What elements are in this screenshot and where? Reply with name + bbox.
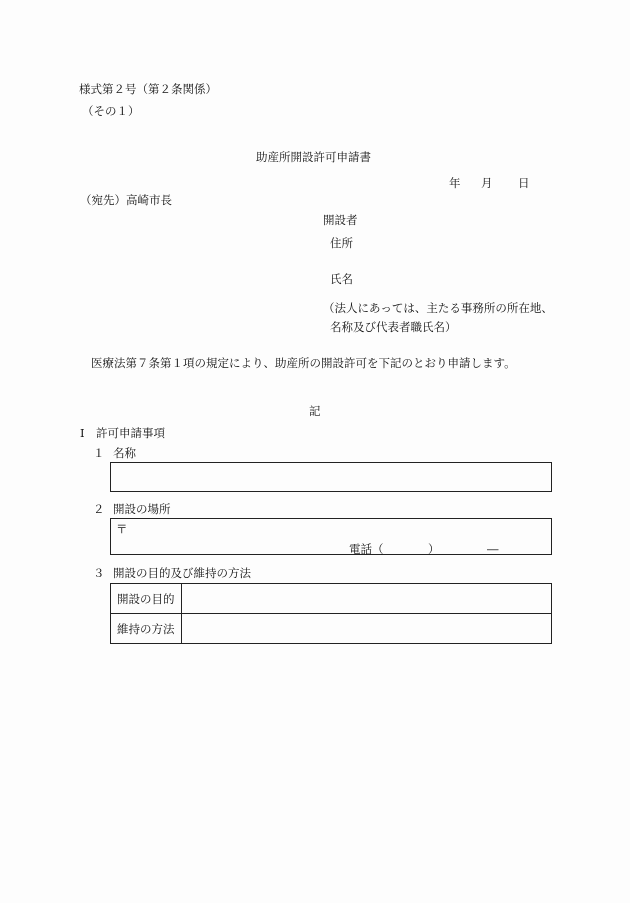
- item-3-label: 開設の目的及び維持の方法: [113, 566, 251, 580]
- purpose-row: [111, 584, 552, 614]
- item-2-number: ２: [93, 502, 105, 516]
- date-day: 日: [518, 176, 530, 190]
- application-statement: 医療法第７条第１項の規定により、助産所の開設許可を下記のとおり申請します。: [91, 356, 516, 370]
- postal-mark: 〒: [116, 522, 128, 536]
- date-month: 月: [481, 176, 493, 190]
- date-year: 年: [449, 176, 461, 190]
- purpose-field[interactable]: [182, 584, 552, 614]
- phone-label: 電話（: [349, 542, 384, 556]
- section-1-title: Ⅰ 許可申請事項: [80, 426, 166, 440]
- phone-dash: ―: [487, 542, 499, 556]
- form-number: 様式第２号（第２条関係）: [79, 82, 217, 96]
- maintenance-field[interactable]: [182, 614, 552, 644]
- purpose-maintenance-table: [110, 583, 552, 644]
- maintenance-label: 維持の方法: [111, 614, 182, 644]
- name-field[interactable]: [110, 462, 552, 492]
- phone-close-paren: ）: [428, 542, 440, 556]
- item-3-number: ３: [93, 566, 105, 580]
- item-1-number: １: [93, 446, 105, 460]
- ki-heading: 記: [309, 404, 321, 418]
- addressee: （宛先）高崎市長: [80, 193, 172, 207]
- corporate-note-line2: 名称及び代表者職氏名）: [330, 320, 457, 334]
- location-field[interactable]: [110, 518, 552, 555]
- item-2-label: 開設の場所: [113, 502, 171, 516]
- name-label: 氏名: [330, 272, 353, 286]
- purpose-label: 開設の目的: [111, 584, 182, 614]
- address-label: 住所: [330, 236, 353, 250]
- corporate-note-line1: （法人にあっては、主たる事務所の所在地、: [323, 301, 553, 315]
- applicant-heading: 開設者: [323, 213, 358, 227]
- sub-number: （その１）: [82, 104, 140, 118]
- item-1-label: 名称: [113, 446, 136, 460]
- document-title: 助産所開設許可申請書: [256, 150, 371, 164]
- maintenance-row: [111, 614, 552, 644]
